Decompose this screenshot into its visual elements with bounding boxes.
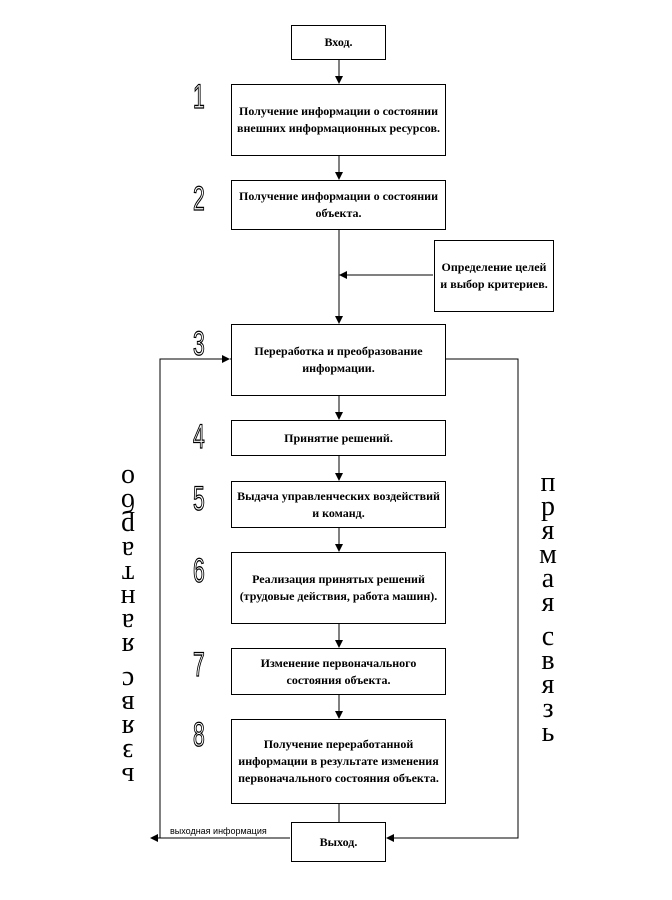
feedback-label-letter: а [121,535,135,566]
step-2-box: Получение информации о состоянии объекта. [231,180,446,230]
feedback-label-letter: я [121,713,135,744]
step-number-8: 8 [193,716,205,754]
feedback-label-letter: н [120,583,136,614]
direct-link-label-letter: м [539,539,557,570]
step-3-box: Переработка и преобразование информации. [231,324,446,396]
step-number-5: 5 [193,480,205,518]
feedback-label-letter: в [121,689,135,720]
step-number-2: 2 [193,180,205,218]
direct-link-label-letter: я [541,515,555,546]
direct-link-label-letter: р [541,491,555,522]
direct-link-label-letter: п [540,467,556,498]
feedback-label-letter: б [120,487,136,518]
feedback-label-letter: а [121,607,135,638]
step-7-box: Изменение первоначального состояния объекта. [231,648,446,695]
output-info-label: выходная информация [170,826,267,836]
step-number-1: 1 [193,78,205,116]
feedback-label-letter: с [121,665,135,696]
step-number-7: 7 [193,646,205,684]
direct-link-label-letter: а [541,563,555,594]
feedback-label-letter: ь [121,761,135,792]
direct-link-label-letter: в [541,645,555,676]
goals-box: Определение целей и выбор критериев. [434,240,554,312]
feedback-label-letter: я [121,631,135,662]
feedback-label-letter: о [121,463,135,494]
step-number-3: 3 [193,325,205,363]
feedback-label [113,463,143,792]
direct-link-label-letter: з [542,693,554,724]
step-4-box: Принятие решений. [231,420,446,456]
step-1-box: Получение информации о состоянии внешних информационных ресурсов. [231,84,446,156]
step-number-4: 4 [193,418,205,456]
step-8-box: Получение переработанной информации в результате изменения первоначального состояния объекта. [231,719,446,804]
feedback-label-letter: т [121,559,135,590]
feedback-label-letter: р [121,511,135,542]
step-5-box: Выдача управленческих воздействий и команд. [231,481,446,528]
feedback-label-letter: з [122,737,134,768]
input-box: Вход. [291,25,386,60]
direct-link-label [533,467,563,748]
step-number-6: 6 [193,552,205,590]
step-6-box: Реализация принятых решений (трудовые действия, работа машин). [231,552,446,624]
direct-link-label-letter: ь [541,717,555,748]
direct-link-label-letter: с [541,621,555,652]
direct-link-label-letter: я [541,587,555,618]
direct-link-label-letter: я [541,669,555,700]
output-box: Выход. [291,822,386,862]
